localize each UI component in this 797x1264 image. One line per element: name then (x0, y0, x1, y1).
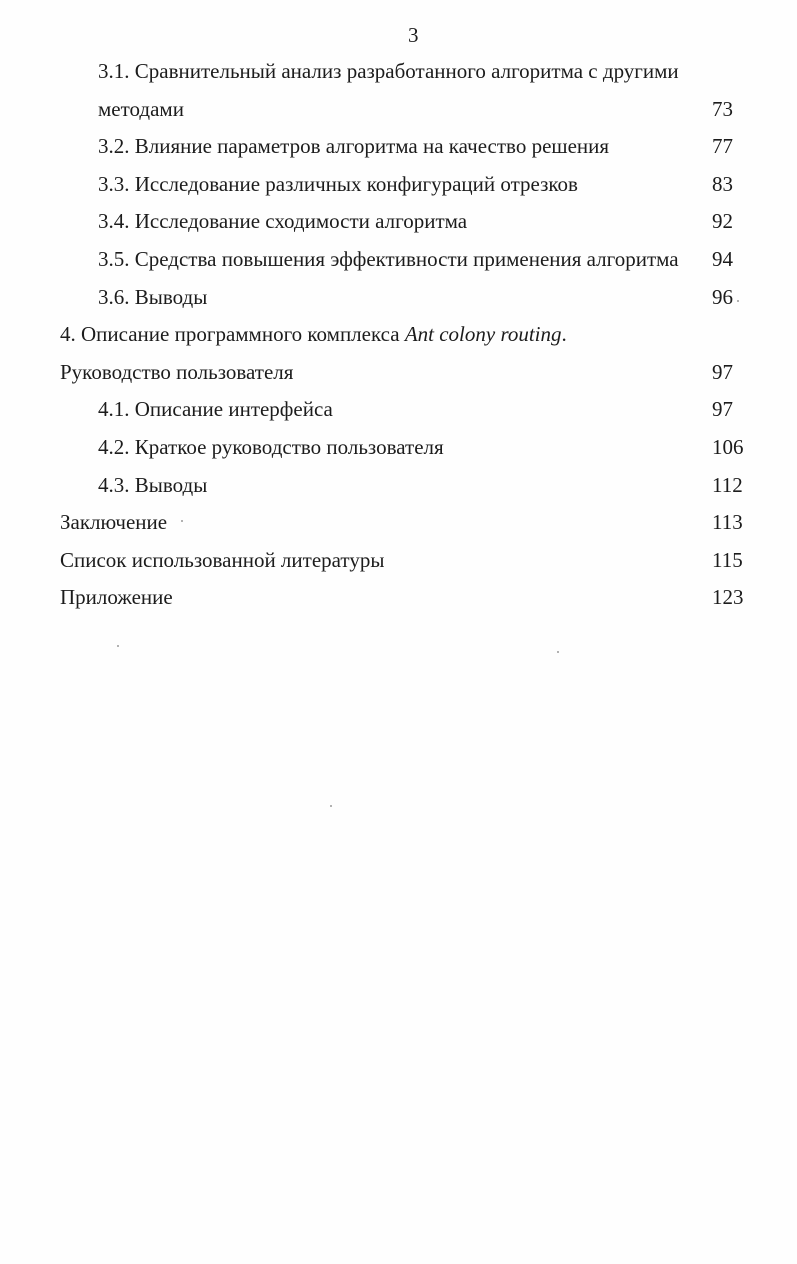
toc-entry-4-3 (0, 467, 797, 505)
toc-entry-title-continued: Руководство пользователя (60, 359, 294, 384)
toc-entry-3-4 (0, 203, 797, 241)
table-of-contents (0, 53, 797, 617)
toc-entry-title: 4.2. Краткое руководство пользователя (98, 434, 444, 459)
toc-entry-4-continued (0, 354, 797, 392)
toc-entry-page: 94 (712, 246, 733, 271)
toc-entry-title-italic: Ant colony routing (404, 322, 562, 347)
toc-entry-4-1 (0, 391, 797, 429)
toc-entry-page: 77 (712, 134, 733, 159)
toc-entry-page: 106 (712, 434, 744, 459)
toc-entry-page: 83 (712, 171, 733, 196)
toc-entry-page: 96 (712, 284, 733, 309)
toc-entry-title: 3.3. Исследование различных конфигураций отрезков (98, 171, 578, 196)
toc-entry-appendix (0, 579, 797, 617)
scan-speck (330, 805, 332, 807)
toc-entry-conclusion (0, 504, 797, 542)
toc-entry-4-2 (0, 429, 797, 467)
toc-entry-title: 3.2. Влияние параметров алгоритма на качество решения (98, 134, 610, 159)
toc-entry-3-1 (0, 53, 797, 91)
toc-entry-title: Приложение (60, 585, 173, 610)
toc-entry-3-2 (0, 128, 797, 166)
page-number: 3 (408, 23, 419, 47)
toc-entry-references (0, 542, 797, 580)
toc-entry-title: 3.5. Средства повышения эффективности применения алгоритма (98, 246, 679, 271)
toc-entry-3-6 (0, 279, 797, 317)
toc-entry-title: 4.3. Выводы (98, 472, 208, 497)
toc-entry-3-1-continued (0, 91, 797, 129)
scan-speck (737, 300, 739, 302)
toc-entry-page: 123 (712, 585, 744, 610)
toc-entry-3-3 (0, 166, 797, 204)
toc-entry-title: 4.1. Описание интерфейса (98, 397, 333, 422)
toc-entry-title: 3.6. Выводы (98, 284, 208, 309)
toc-entry-page: 113 (712, 510, 743, 535)
toc-entry-page: 73 (712, 96, 733, 121)
toc-entry-title (60, 316, 567, 354)
toc-entry-4 (0, 316, 797, 354)
toc-entry-page: 97 (712, 397, 733, 422)
toc-entry-title: 3.1. Сравнительный анализ разработанного алгоритма с другими (98, 59, 679, 83)
toc-entry-title-suffix: . (561, 322, 567, 347)
toc-entry-page: 92 (712, 209, 733, 234)
toc-entry-page: 112 (712, 472, 743, 497)
toc-entry-title: 3.4. Исследование сходимости алгоритма (98, 209, 468, 234)
toc-entry-page: 115 (712, 547, 743, 572)
toc-entry-title-prefix: 4. Описание программного комплекса (60, 322, 405, 347)
toc-entry-title: Список использованной литературы (60, 547, 385, 572)
toc-entry-3-5 (0, 241, 797, 279)
scan-speck (181, 520, 183, 522)
scan-speck (117, 645, 119, 647)
scan-speck (557, 651, 559, 653)
toc-entry-title-continued: методами (98, 96, 184, 121)
toc-entry-page: 97 (712, 359, 733, 384)
toc-entry-title: Заключение (60, 510, 168, 535)
